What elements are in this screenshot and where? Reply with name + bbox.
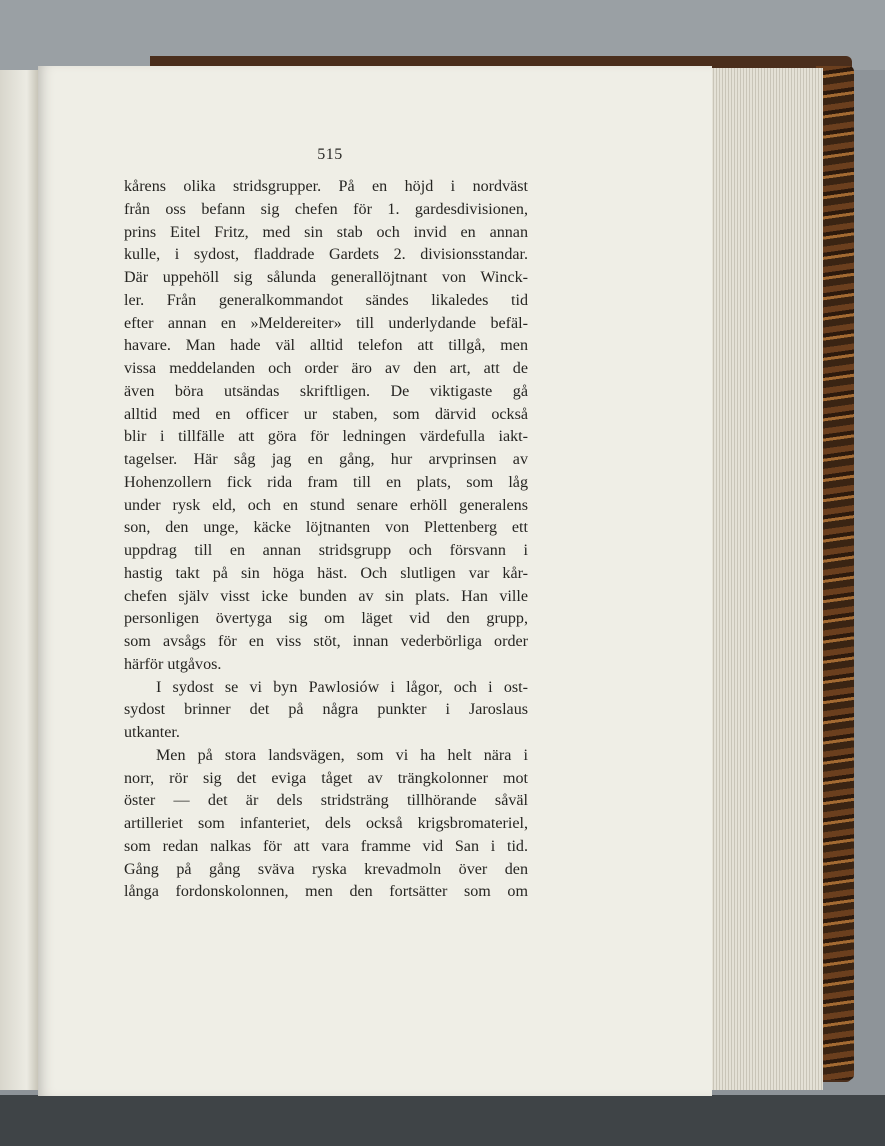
text-line: Men på stora landsvägen, som vi ha helt nära i <box>156 746 528 764</box>
text-line: ler. Från generalkommandot sändes likaledes tid <box>124 291 528 309</box>
text-line: son, den unge, käcke löjtnanten von Plettenberg ett <box>124 519 528 537</box>
text-line: Hohenzollern fick rida fram till en plats, som låg <box>124 473 528 491</box>
text-line: kårens olika stridsgrupper. På en höjd i nordväst <box>124 178 528 195</box>
page-number: 515 <box>317 146 343 163</box>
text-line: uppdrag till en annan stridsgrupp och försvann i <box>124 542 528 559</box>
text-line: efter annan en »Meldereiter» till underlydande befäl- <box>124 314 528 332</box>
text-line: även böra utsändas skriftligen. De viktigaste gå <box>124 382 528 400</box>
text-line: Gång på gång sväva ryska krevadmoln över den <box>124 860 528 878</box>
text-line: prins Eitel Fritz, med sin stab och invid en annan <box>124 223 528 241</box>
text-line: blir i tillfälle att göra för ledningen värdefulla iakt- <box>124 428 528 446</box>
text-line: havare. Man hade väl alltid telefon att tillgå, men <box>124 337 528 355</box>
text-line: chefen själv visst icke bunden av sin plats. Han ville <box>124 587 528 605</box>
text-line: utkanter. <box>124 724 180 741</box>
text-line: norr, rör sig det eviga tåget av trängkolonner mot <box>124 769 528 787</box>
text-line: tagelser. Här såg jag en gång, hur arvprinsen av <box>124 451 528 468</box>
backdrop-bottom <box>0 1095 885 1146</box>
text-line: från oss befann sig chefen för 1. gardesdivisionen, <box>124 200 528 218</box>
text-line: långa fordonskolonnen, men den fortsätter som om <box>124 883 528 901</box>
text-line: under rysk eld, och en stund senare erhöll generalens <box>124 496 528 514</box>
text-line: personligen övertyga sig om läget vid den grupp, <box>124 610 528 628</box>
text-line: alltid med en officer ur staben, som därvid också <box>124 405 528 423</box>
text-line: I sydost se vi byn Pawlosiów i lågor, och i ost- <box>156 678 528 696</box>
text-line: härför utgåvos. <box>124 655 222 673</box>
text-line: Där uppehöll sig sålunda generallöjtnant von Winck- <box>124 269 528 286</box>
text-line: artilleriet som infanteriet, dels också krigsbromateriel, <box>124 815 528 832</box>
text-line: sydost brinner det på några punkter i Jaroslaus <box>124 701 528 719</box>
left-page-edge <box>0 70 39 1090</box>
body-text <box>124 176 528 904</box>
text-line: kulle, i sydost, fladdrade Gardets 2. divisionsstandar. <box>124 246 528 264</box>
text-line: vissa meddelanden och order äro av den art, att de <box>124 360 528 377</box>
text-line: öster — det är dels stridsträng tillhörande såväl <box>124 792 528 810</box>
text-line: som avsågs för en viss stöt, innan vederbörliga order <box>124 633 528 650</box>
page-stack-edge <box>710 68 823 1090</box>
text-line: hastig takt på sin höga häst. Och slutligen var kår- <box>124 564 528 582</box>
text-line: som redan nalkas för att vara framme vid San i tid. <box>124 837 528 855</box>
